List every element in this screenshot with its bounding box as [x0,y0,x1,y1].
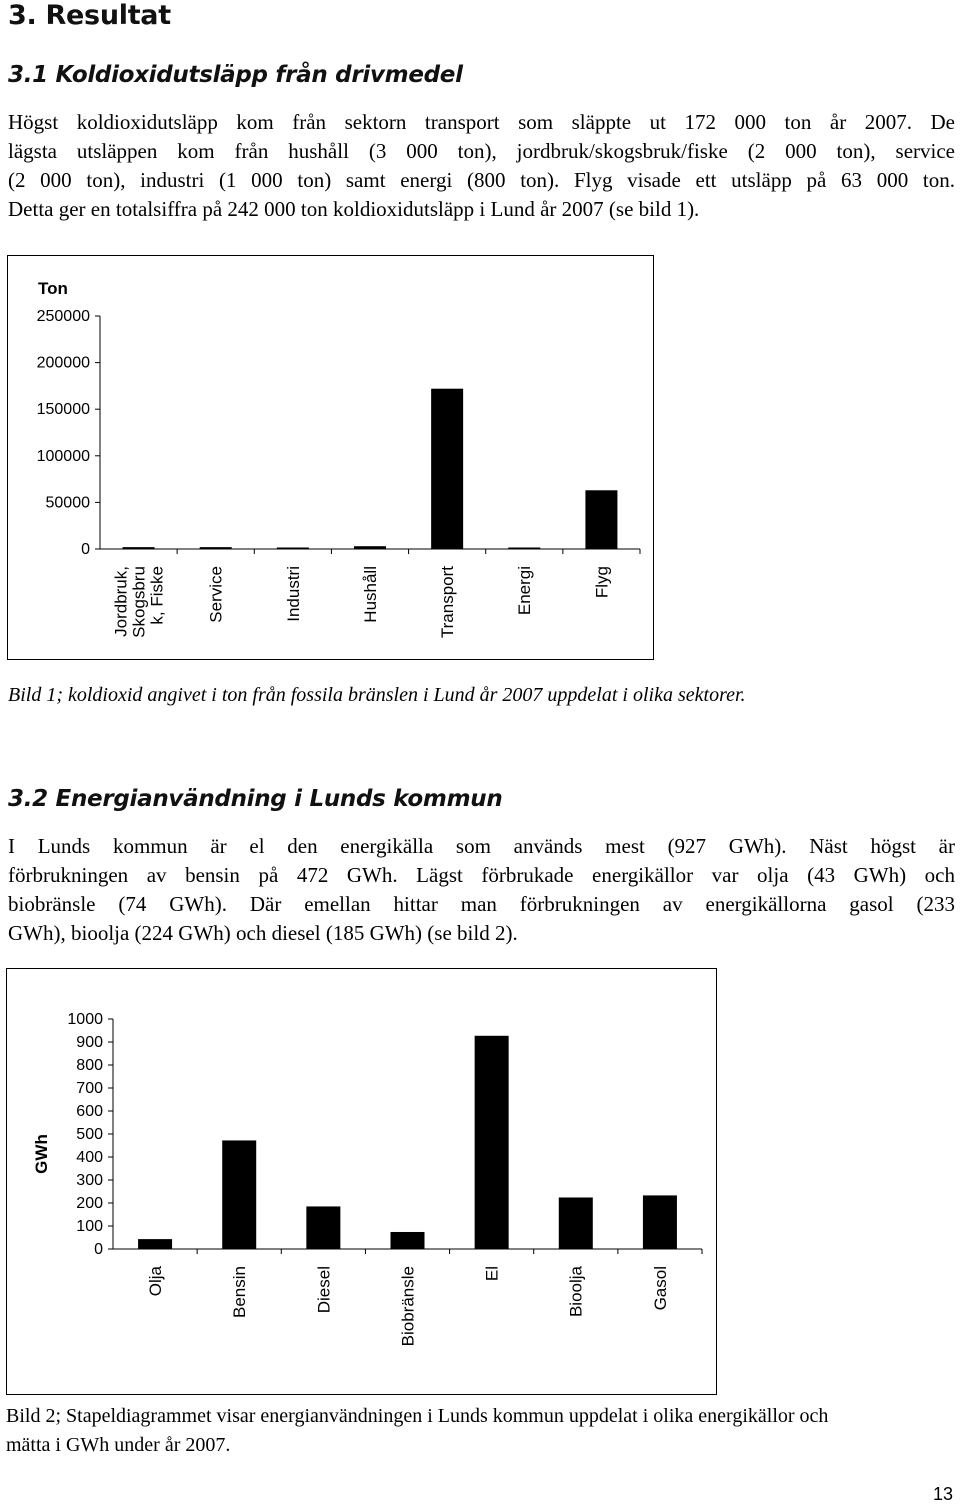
section-text-energy [8,832,955,948]
page-number: 13 [933,1484,954,1504]
y-tick-label: 300 [76,1172,103,1189]
category-label [230,1266,249,1318]
y-tick-label: 400 [76,1149,103,1166]
category-label [515,566,534,615]
text-line: förbrukningen av bensin på 472 GWh. Lägst förbrukade energikällor var olja (43 GWh) och [8,863,955,887]
category-label [361,566,380,623]
category-label [314,1266,333,1313]
category-label [651,1266,670,1310]
bar [431,389,463,549]
y-tick-label: 50000 [45,494,90,512]
bar [138,1239,172,1249]
y-tick-label: 900 [76,1034,103,1051]
text-line: biobränsle (74 GWh). Där emellan hittar man förbrukningen av energikällorna gasol (233 [8,892,955,916]
category-label-line: Transport [438,566,458,639]
caption-line: mätta i GWh under år 2007. [6,1434,231,1456]
energy-chart-frame [6,968,717,1395]
bar [391,1232,425,1249]
y-tick-label: 1000 [67,1011,103,1028]
figure-caption-1: Bild 1; koldioxid angivet i ton från fossila bränslen i Lund år 2007 uppdelat i olika sektorer. [8,684,746,706]
y-tick-label: 250000 [36,308,90,325]
text-line: GWh), bioolja (224 GWh) och diesel (185 GWh) (se bild 2). [8,921,518,945]
page-heading: 3. Resultat [8,0,171,31]
category-label-line: Service [206,566,226,623]
bar [123,547,155,549]
y-tick-label: 150000 [36,401,90,419]
category-label-line: Bioolja [566,1266,586,1318]
bar [585,490,617,549]
category-label [112,566,167,638]
category-label-line: Bensin [230,1266,250,1318]
category-label-line: Energi [515,566,535,616]
y-axis-title: GWh [32,1134,51,1174]
bar [306,1206,340,1249]
bar [643,1195,677,1249]
y-tick-label: 100000 [36,447,90,465]
category-label [483,1266,502,1281]
category-label-line: Flyg [592,566,612,599]
category-label [207,566,226,623]
y-tick-label: 800 [76,1057,103,1074]
section-title-co2: 3.1 Koldioxidutsläpp från drivmedel [8,62,463,88]
y-tick-label: 500 [76,1126,103,1143]
text-line: I Lunds kommun är el den energikälla som används mest (927 GWh). Näst högst är [8,834,955,858]
bar [277,548,309,550]
y-tick-label: 100 [76,1218,103,1235]
y-axis-title: Ton [38,279,68,298]
y-tick-label: 200000 [36,354,90,372]
section-title-energy: 3.2 Energianvändning i Lunds kommun [8,786,503,812]
caption-line: Bild 2; Stapeldiagrammet visar energianvändningen i Lunds kommun uppdelat i olika energikällor och [6,1405,829,1427]
category-label-line: Gasol [650,1266,670,1311]
figure-caption-2 [6,1402,956,1460]
text-line: Högst koldioxidutsläpp kom från sektorn transport som släppte ut 172 000 ton år 2007. De [8,110,955,134]
category-label-line: El [482,1266,502,1282]
bar [222,1140,256,1249]
category-label [592,566,611,598]
bar [475,1036,509,1249]
text-line: lägsta utsläppen kom från hushåll (3 000 ton), jordbruk/skogsbruk/fiske (2 000 ton), service [8,139,955,163]
y-tick-label: 0 [94,1241,103,1258]
category-label-line: Olja [146,1266,166,1297]
co2-bar-chart [8,256,653,659]
bar [200,547,232,549]
energy-bar-chart [7,969,716,1394]
y-tick-label: 700 [76,1080,103,1097]
y-tick-label: 200 [76,1195,103,1212]
category-label [146,1265,165,1296]
category-label-line: Jordbruk, [111,566,131,637]
bar [508,548,540,550]
text-line: (2 000 ton), industri (1 000 ton) samt energi (800 ton). Flyg visade ett utsläpp på 63 000 ton. [8,168,955,192]
category-label-line: Industri [283,566,303,622]
y-tick-label: 600 [76,1103,103,1120]
bar [354,546,386,549]
category-label-line: Skogsbru [129,566,149,638]
co2-chart-frame [7,255,654,660]
category-label [284,566,303,622]
category-label-line: Hushåll [360,566,380,623]
category-label [438,566,457,638]
category-label-line: k, Fiske [147,566,167,625]
y-tick-label: 0 [81,541,90,558]
bar [559,1197,593,1249]
category-label [567,1265,586,1317]
category-label [398,1266,417,1346]
section-text-co2 [8,108,955,224]
text-line: Detta ger en totalsiffra på 242 000 ton koldioxidutsläpp i Lund år 2007 (se bild 1). [8,197,700,221]
category-label-line: Diesel [314,1266,334,1314]
category-label-line: Biobränsle [398,1266,418,1347]
